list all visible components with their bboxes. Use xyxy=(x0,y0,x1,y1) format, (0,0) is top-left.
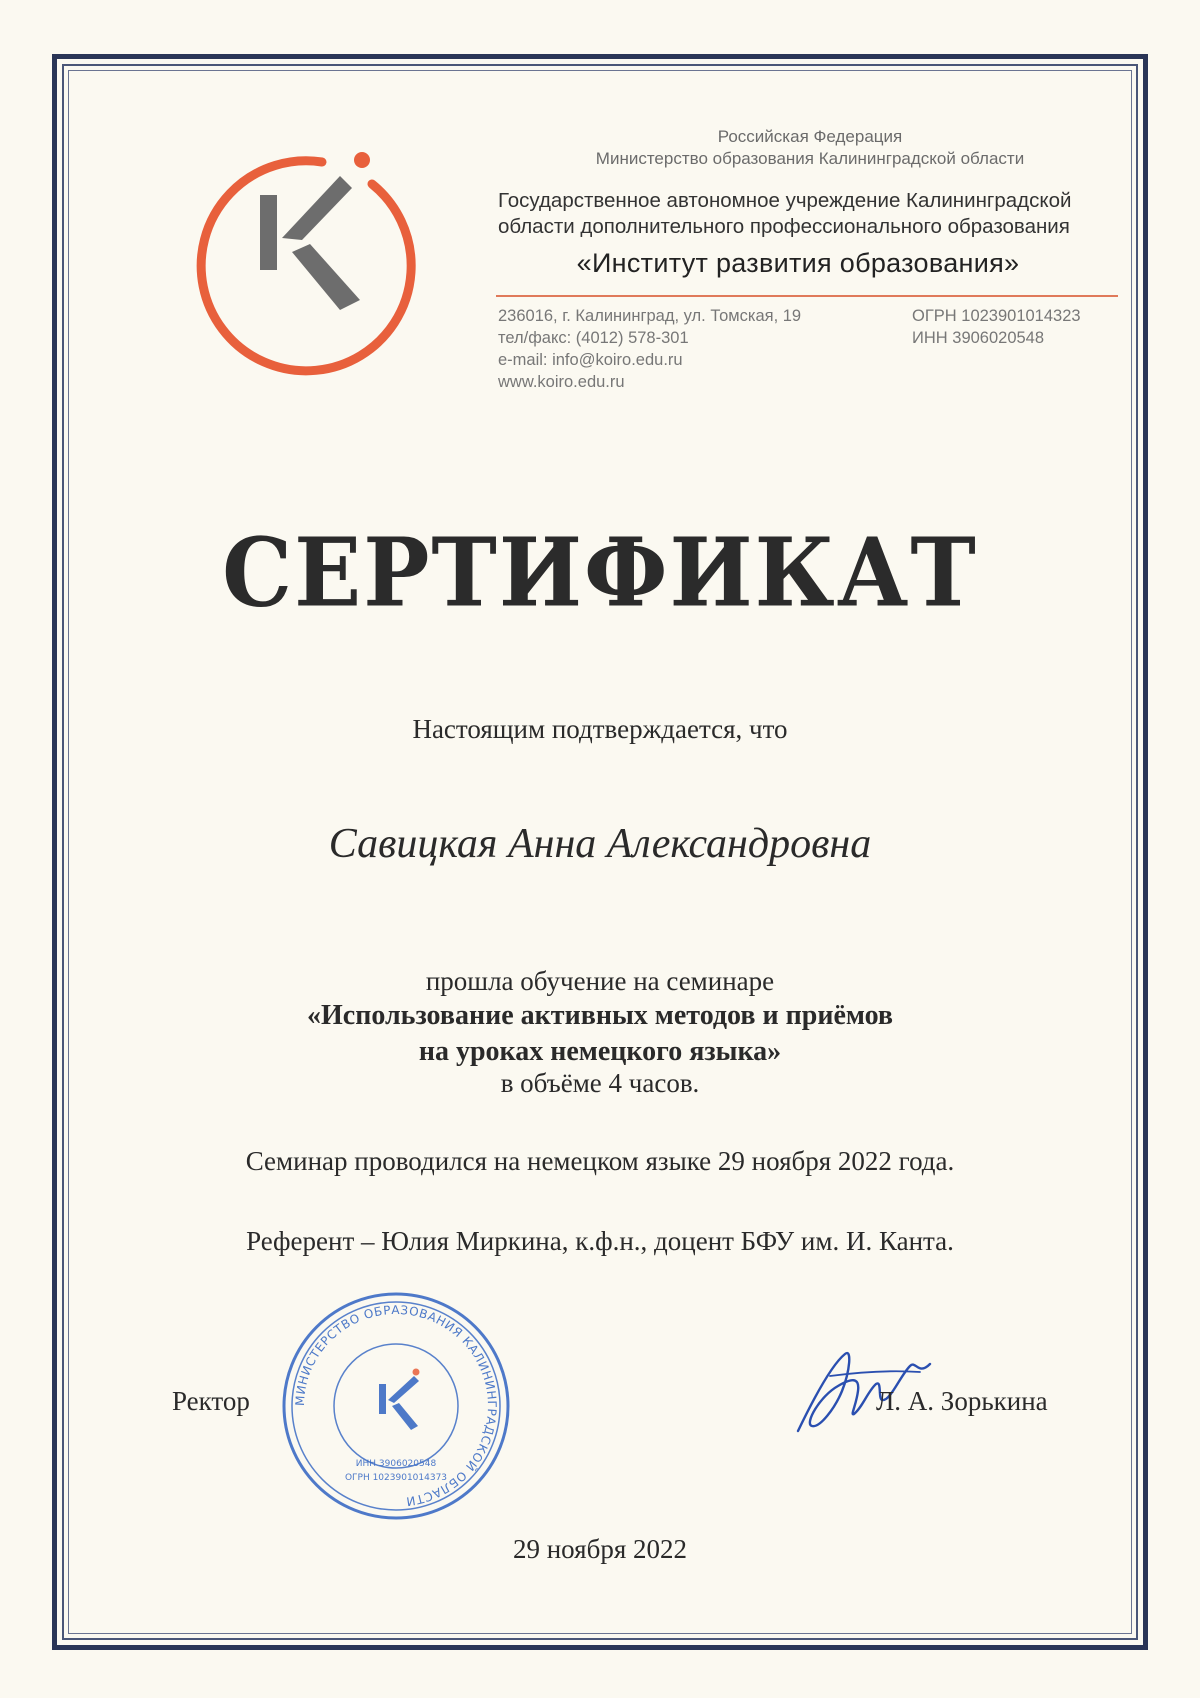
issue-date: 29 ноября 2022 xyxy=(512,1534,687,1564)
stamp-outer-text: МИНИСТЕРСТВО ОБРАЗОВАНИЯ КАЛИНИНГРАДСКОЙ ОБЛАСТИ xyxy=(292,1302,500,1509)
seminar-title-line1: «Использование активных методов и приёмов xyxy=(306,1000,894,1031)
header-address: 236016, г. Калининград, ул. Томская, 19 xyxy=(498,307,802,325)
header-website: www.koiro.edu.ru xyxy=(498,373,625,391)
header-institution-block xyxy=(498,188,1118,240)
person-name: Савицкая Анна Александровна xyxy=(328,821,872,867)
seminar-title xyxy=(0,998,1200,1070)
signer-name: Л. А. Зорькина xyxy=(876,1386,1048,1416)
koiro-logo-icon xyxy=(172,140,422,390)
certificate-title: СЕРТИФИКАТ xyxy=(222,515,978,629)
header-inn: ИНН 3906020548 xyxy=(912,329,1045,347)
header-email: e-mail: info@koiro.edu.ru xyxy=(498,351,683,369)
confirm-text: Настоящим подтверждается, что xyxy=(412,714,788,744)
header-registration xyxy=(912,305,1081,349)
header-divider xyxy=(496,295,1118,297)
header-institution-name: «Институт развития образования» xyxy=(576,248,1020,278)
held-text: Семинар проводился на немецком языке 29 ноября 2022 года. xyxy=(245,1146,955,1176)
header-institution-line2: области дополнительного профессионального образования xyxy=(498,215,1070,238)
header-ministry-block xyxy=(500,126,1120,170)
seminar-title-line2: на уроках немецкого языка» xyxy=(418,1036,782,1067)
official-stamp xyxy=(276,1286,516,1526)
header-contacts xyxy=(498,305,801,393)
header-institution-line1: Государственное автономное учреждение Калининградской xyxy=(498,189,1072,212)
header-country: Российская Федерация xyxy=(717,127,903,146)
header-ministry: Министерство образования Калининградской области xyxy=(595,149,1025,168)
passed-text: прошла обучение на семинаре xyxy=(425,966,775,996)
stamp-ogrn: ОГРН 1023901014373 xyxy=(344,1473,448,1483)
header-ogrn: ОГРН 1023901014323 xyxy=(912,307,1081,325)
rector-label: Ректор xyxy=(172,1386,250,1416)
header-phone: тел/факс: (4012) 578-301 xyxy=(498,329,689,347)
stamp-inn: ИНН 3906020548 xyxy=(355,1459,437,1469)
volume-text: в объёме 4 часов. xyxy=(500,1068,700,1098)
referent-text: Референт – Юлия Миркина, к.ф.н., доцент БФУ им. И. Канта. xyxy=(246,1226,954,1256)
stamp-logo-icon xyxy=(379,1369,420,1431)
